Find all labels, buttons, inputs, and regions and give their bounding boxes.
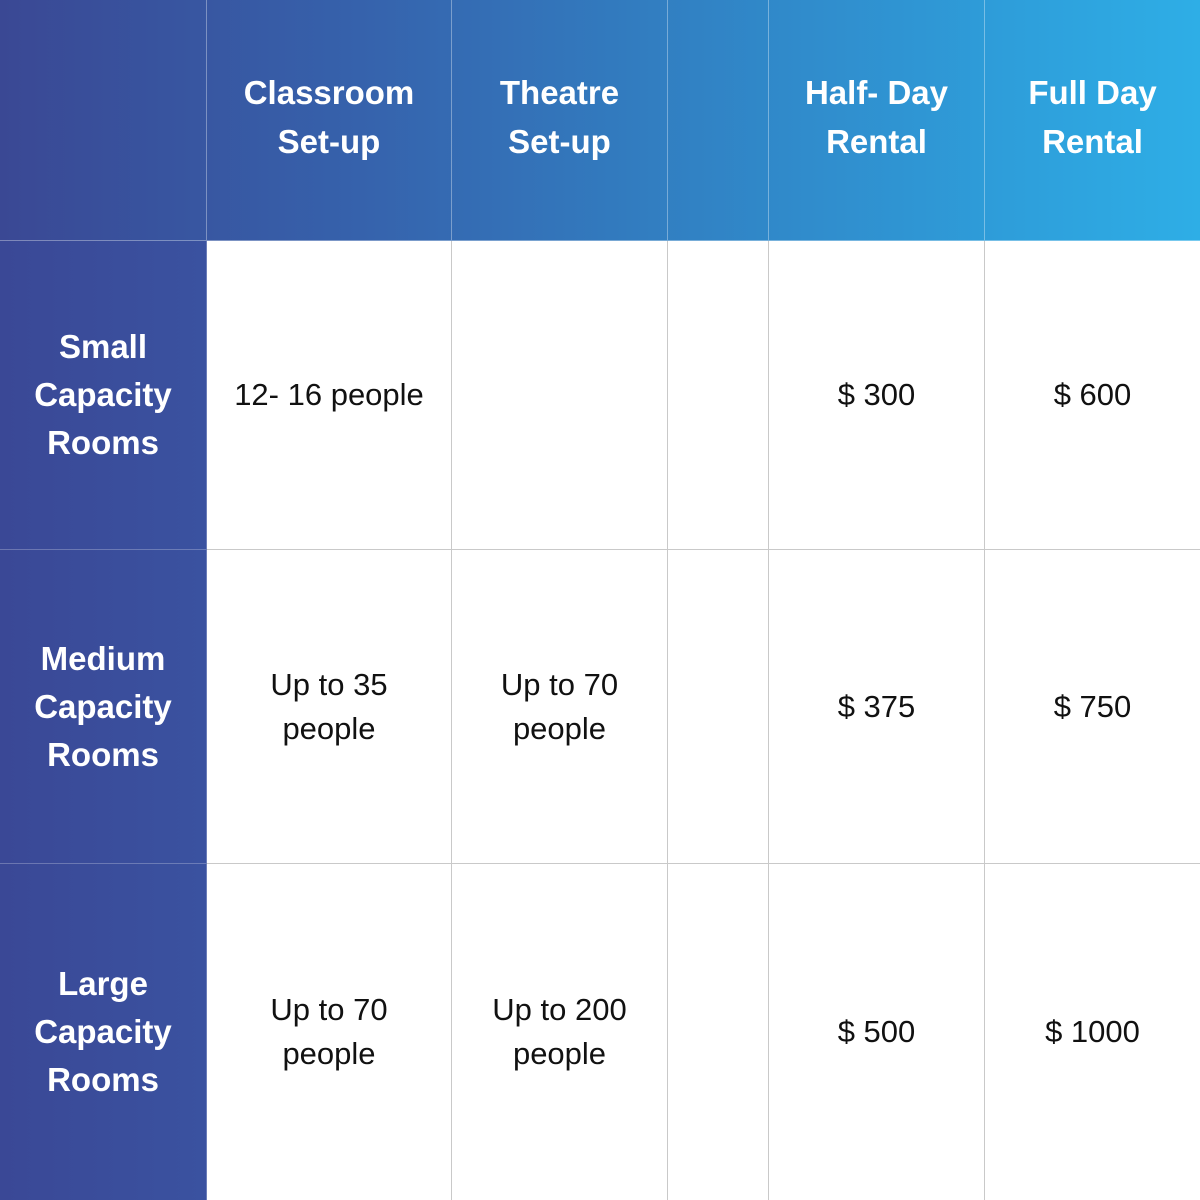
table-cell: [452, 550, 668, 864]
row-header-small-capacity: [0, 241, 207, 550]
table-cell: [985, 864, 1200, 1200]
cell-value: $ 300: [837, 377, 916, 412]
cell-value: $ 500: [837, 1014, 916, 1049]
header-classroom-setup: [207, 0, 452, 241]
table-cell: [985, 241, 1200, 550]
cell-value: $ 1000: [1045, 1014, 1140, 1049]
row-label: Large Capacity Rooms: [34, 965, 172, 1098]
cell-value: $ 750: [1053, 688, 1132, 724]
row-header-medium-capacity: [0, 550, 207, 864]
header-half-day-label: Half- Day Rental: [804, 74, 949, 160]
cell-value: 12- 16 people: [234, 377, 424, 412]
table-cell: [452, 241, 668, 550]
cell-value: Up to 200 people: [492, 992, 627, 1071]
header-full-day-rental: [985, 0, 1200, 241]
header-full-day-label: Full Day Rental: [1028, 74, 1157, 160]
header-theatre-label: Theatre Set-up: [499, 74, 620, 160]
row-label: Medium Capacity Rooms: [34, 639, 172, 773]
table-cell: [769, 241, 985, 550]
row-header-large-capacity: [0, 864, 207, 1200]
table-cell: [668, 550, 769, 864]
cell-value: Up to 35 people: [270, 666, 388, 746]
cell-value: $ 600: [1053, 377, 1132, 412]
table-cell: [452, 864, 668, 1200]
table-cell: [207, 864, 452, 1200]
table-cell: [769, 550, 985, 864]
table-cell: [668, 864, 769, 1200]
cell-value: $ 375: [837, 688, 916, 724]
table-cell: [207, 241, 452, 550]
header-half-day-rental: [769, 0, 985, 241]
cell-value: Up to 70 people: [500, 666, 619, 746]
header-theatre-setup: [452, 0, 668, 241]
row-label: Small Capacity Rooms: [34, 328, 172, 461]
table-cell: [985, 550, 1200, 864]
table-cell: [769, 864, 985, 1200]
table-cell: [668, 241, 769, 550]
header-corner-cell: [0, 0, 207, 241]
cell-value: Up to 70 people: [270, 992, 388, 1071]
header-classroom-label: Classroom Set-up: [243, 74, 415, 160]
table-cell: [207, 550, 452, 864]
header-empty-column: [668, 0, 769, 241]
